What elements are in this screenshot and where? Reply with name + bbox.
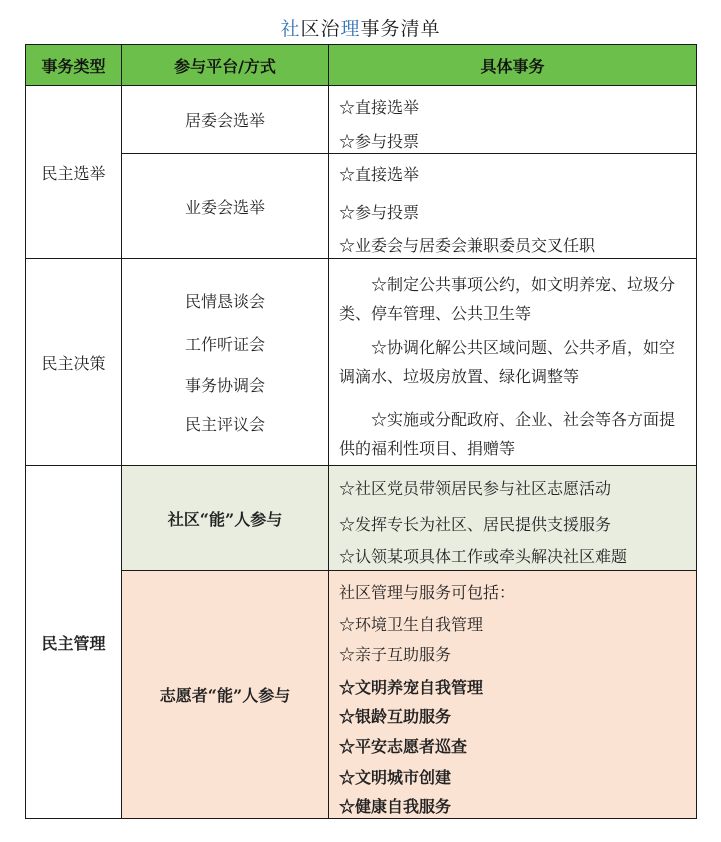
list-item: ☆环境卫生自我管理 [339,615,484,634]
intro-text: 社区管理与服务可包括： [339,583,516,602]
platform-owners-election: 业委会选举 [121,153,329,259]
list-item: ☆直接选举 [339,98,420,117]
paragraph-item: ☆实施或分配政府、企业、社会等各方面提供的福利性项目、捐赠等 [339,410,676,458]
header-type: 事务类型 [25,44,122,86]
list-item-bold: ☆文明养宠自我管理 [339,678,484,697]
header-detail: 具体事务 [328,44,697,86]
platform-item: 工作听证会 [184,335,265,354]
list-item-bold: ☆文明城市创建 [339,768,452,787]
platform-item: 民情恳谈会 [184,292,265,311]
list-item-bold: ☆健康自我服务 [339,797,452,816]
type-decision: 民主决策 [25,258,122,466]
detail-community-talent [328,465,697,571]
list-item-bold: ☆银龄互助服务 [339,707,452,726]
list-item: ☆社区党员带领居民参与社区志愿活动 [339,479,612,498]
list-item-bold: ☆平安志愿者巡查 [339,737,468,756]
list-item: ☆发挥专长为社区、居民提供支援服务 [339,515,612,534]
page-title: 社区治理事务清单 [280,18,441,40]
type-management: 民主管理 [25,465,122,819]
detail-decision [328,258,697,466]
paragraph-item: ☆协调化解公共区域问题、公共矛盾，如空调滴水、垃圾房放置、绿化调整等 [339,338,676,386]
list-item: ☆参与投票 [339,132,420,151]
list-item: ☆直接选举 [339,165,420,184]
platform-community-talent: 社区“能”人参与 [121,465,329,571]
header-platform: 参与平台/方式 [121,44,329,86]
list-item: ☆认领某项具体工作或牵头解决社区难题 [339,547,628,566]
platform-item: 民主评议会 [184,415,265,434]
detail-owners-election [328,153,697,259]
list-item: ☆亲子互助服务 [339,645,452,664]
type-election: 民主选举 [25,85,122,259]
list-item: ☆业委会与居委会兼职委员交叉任职 [339,236,596,255]
platform-volunteer-talent: 志愿者“能”人参与 [121,570,329,819]
platform-residents-election: 居委会选举 [121,85,329,154]
platform-decision [121,258,329,466]
detail-residents-election [328,85,697,154]
list-item: ☆参与投票 [339,203,420,222]
detail-volunteer-talent [328,570,697,819]
paragraph-item: ☆制定公共事项公约，如文明养宠、垃圾分类、停车管理、公共卫生等 [339,275,676,323]
platform-item: 事务协调会 [184,376,265,395]
